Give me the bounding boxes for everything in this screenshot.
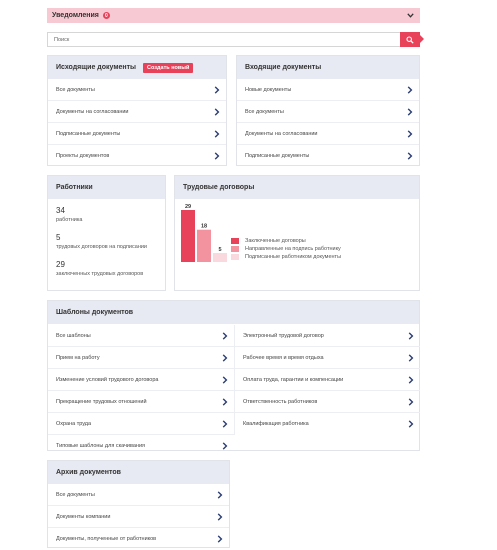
legend-label: Направленные на подпись работнику bbox=[245, 246, 341, 252]
search-icon bbox=[406, 36, 414, 44]
contracts-header bbox=[175, 176, 419, 199]
list-item[interactable] bbox=[48, 484, 229, 506]
incoming-documents-card bbox=[236, 55, 420, 166]
legend-entry bbox=[231, 245, 341, 253]
chart-data-label: 18 bbox=[200, 223, 208, 230]
chevron-right-icon bbox=[217, 535, 223, 543]
templates-card bbox=[47, 300, 420, 451]
list-item-label: Подписанные документы bbox=[245, 153, 310, 159]
list-item[interactable] bbox=[235, 369, 420, 391]
notifications-badge: 0 bbox=[103, 12, 110, 19]
list-item-label: Подписанные документы bbox=[56, 130, 121, 137]
legend-label: Заключенные договоры bbox=[245, 238, 306, 244]
stat-label: заключенных трудовых договоров bbox=[56, 271, 144, 277]
list-item-label: Все документы bbox=[56, 491, 95, 498]
list-item[interactable] bbox=[235, 413, 420, 435]
list-item[interactable] bbox=[48, 123, 226, 145]
list-item[interactable] bbox=[235, 325, 420, 347]
list-item[interactable] bbox=[48, 145, 226, 167]
list-item[interactable] bbox=[237, 145, 419, 167]
contracts-card bbox=[174, 175, 420, 291]
chevron-right-icon bbox=[408, 332, 414, 340]
list-item-label: Квалификация работника bbox=[243, 421, 309, 427]
chevron-right-icon bbox=[214, 86, 220, 94]
archive-title: Архив документов bbox=[56, 469, 121, 476]
chevron-right-icon bbox=[222, 332, 228, 340]
list-item[interactable] bbox=[48, 506, 229, 528]
chevron-right-icon bbox=[222, 442, 228, 450]
legend-entry bbox=[231, 253, 341, 261]
legend-swatch bbox=[231, 254, 239, 260]
list-item[interactable] bbox=[48, 101, 226, 123]
outgoing-header bbox=[48, 56, 226, 79]
contracts-legend bbox=[231, 237, 341, 261]
list-item-label: Документы на согласовании bbox=[245, 130, 318, 137]
chart-data-label: 29 bbox=[184, 204, 192, 210]
workers-title: Работники bbox=[56, 184, 93, 191]
chart-data-label: 5 bbox=[218, 247, 222, 254]
list-item-label: Прекращение трудовых отношений bbox=[56, 398, 147, 405]
workers-stat-pending[interactable] bbox=[56, 233, 157, 250]
outgoing-list bbox=[48, 79, 226, 167]
list-item-label: Документы компании bbox=[56, 513, 111, 520]
chevron-right-icon bbox=[222, 398, 228, 406]
chevron-right-icon bbox=[214, 130, 220, 138]
list-item[interactable] bbox=[48, 435, 234, 457]
list-item[interactable] bbox=[48, 369, 234, 391]
list-item-label: Все документы bbox=[245, 108, 284, 115]
notifications-bar[interactable] bbox=[47, 8, 420, 23]
list-item-label: Охрана труда bbox=[56, 420, 92, 427]
workers-header bbox=[48, 176, 165, 199]
list-item[interactable] bbox=[235, 391, 420, 413]
legend-label: Подписанные работником документы bbox=[245, 254, 342, 260]
stat-value: 34 bbox=[56, 206, 65, 215]
list-item[interactable] bbox=[48, 413, 234, 435]
list-item[interactable] bbox=[235, 347, 420, 369]
chevron-right-icon bbox=[407, 86, 413, 94]
search-bar bbox=[47, 32, 420, 47]
incoming-title: Входящие документы bbox=[245, 64, 322, 71]
incoming-header bbox=[237, 56, 419, 79]
list-item[interactable] bbox=[237, 79, 419, 101]
list-item-label: Проекты документов bbox=[56, 153, 110, 159]
chevron-right-icon bbox=[222, 420, 228, 428]
contracts-bar-chart bbox=[178, 202, 238, 264]
stat-label: работника bbox=[56, 217, 83, 223]
legend-entry bbox=[231, 237, 341, 245]
templates-title: Шаблоны документов bbox=[56, 309, 134, 316]
list-item[interactable] bbox=[48, 79, 226, 101]
chevron-right-icon bbox=[214, 108, 220, 116]
legend-swatch bbox=[231, 238, 239, 244]
stat-label: трудовых договоров на подписании bbox=[56, 244, 147, 250]
chevron-right-icon bbox=[408, 354, 414, 362]
chart-bar bbox=[213, 253, 227, 262]
workers-stat-signed[interactable] bbox=[56, 260, 157, 277]
chevron-right-icon bbox=[217, 513, 223, 521]
contracts-title: Трудовые договоры bbox=[183, 184, 255, 191]
archive-list bbox=[48, 484, 229, 550]
create-new-button[interactable]: Создать новый bbox=[143, 63, 193, 73]
list-item[interactable] bbox=[237, 101, 419, 123]
list-item-label: Документы на согласовании bbox=[56, 108, 129, 115]
chevron-right-icon bbox=[222, 376, 228, 384]
chevron-right-icon bbox=[407, 130, 413, 138]
legend-swatch bbox=[231, 246, 239, 252]
chevron-right-icon bbox=[407, 152, 413, 160]
list-item-label: Документы, полученные от работников bbox=[56, 536, 157, 542]
list-item[interactable] bbox=[48, 347, 234, 369]
list-item[interactable] bbox=[48, 325, 234, 347]
list-item-label: Оплата труда, гарантии и компенсации bbox=[243, 376, 344, 383]
list-item[interactable] bbox=[48, 391, 234, 413]
chevron-right-icon bbox=[222, 354, 228, 362]
chevron-right-icon bbox=[217, 491, 223, 499]
chart-bar bbox=[197, 230, 211, 262]
list-item-label: Электронный трудовой договор bbox=[243, 332, 324, 339]
list-item-label: Все шаблоны bbox=[56, 332, 91, 339]
search-button[interactable] bbox=[400, 32, 420, 47]
archive-card bbox=[47, 460, 230, 548]
templates-header bbox=[48, 301, 419, 324]
outgoing-title: Исходящие документы bbox=[56, 64, 137, 71]
workers-stat-total[interactable] bbox=[56, 206, 157, 223]
outgoing-documents-card bbox=[47, 55, 227, 166]
chevron-right-icon bbox=[407, 108, 413, 116]
list-item[interactable] bbox=[48, 528, 229, 550]
list-item-label: Рабочее время и время отдыха bbox=[243, 354, 324, 361]
list-item-label: Прием на работу bbox=[56, 354, 100, 361]
stat-value: 5 bbox=[56, 233, 61, 242]
list-item[interactable] bbox=[237, 123, 419, 145]
incoming-list bbox=[237, 79, 419, 167]
templates-right-list bbox=[234, 325, 420, 435]
list-item-label: Ответственность работников bbox=[243, 398, 318, 405]
stat-value: 29 bbox=[56, 260, 65, 269]
list-item-label: Новые документы bbox=[245, 86, 292, 93]
workers-card bbox=[47, 175, 166, 291]
list-item-label: Изменение условий трудового договора bbox=[56, 376, 159, 383]
search-input[interactable] bbox=[47, 32, 400, 47]
chevron-right-icon bbox=[214, 152, 220, 160]
notifications-title: Уведомления bbox=[52, 12, 99, 19]
chevron-right-icon bbox=[408, 398, 414, 406]
templates-left-list bbox=[48, 325, 234, 457]
chevron-down-icon[interactable] bbox=[405, 11, 415, 21]
chevron-right-icon bbox=[408, 420, 414, 428]
chart-bar bbox=[181, 210, 195, 262]
archive-header bbox=[48, 461, 229, 484]
list-item-label: Типовые шаблоны для скачивания bbox=[56, 443, 145, 449]
chevron-right-icon bbox=[408, 376, 414, 384]
list-item-label: Все документы bbox=[56, 86, 95, 93]
